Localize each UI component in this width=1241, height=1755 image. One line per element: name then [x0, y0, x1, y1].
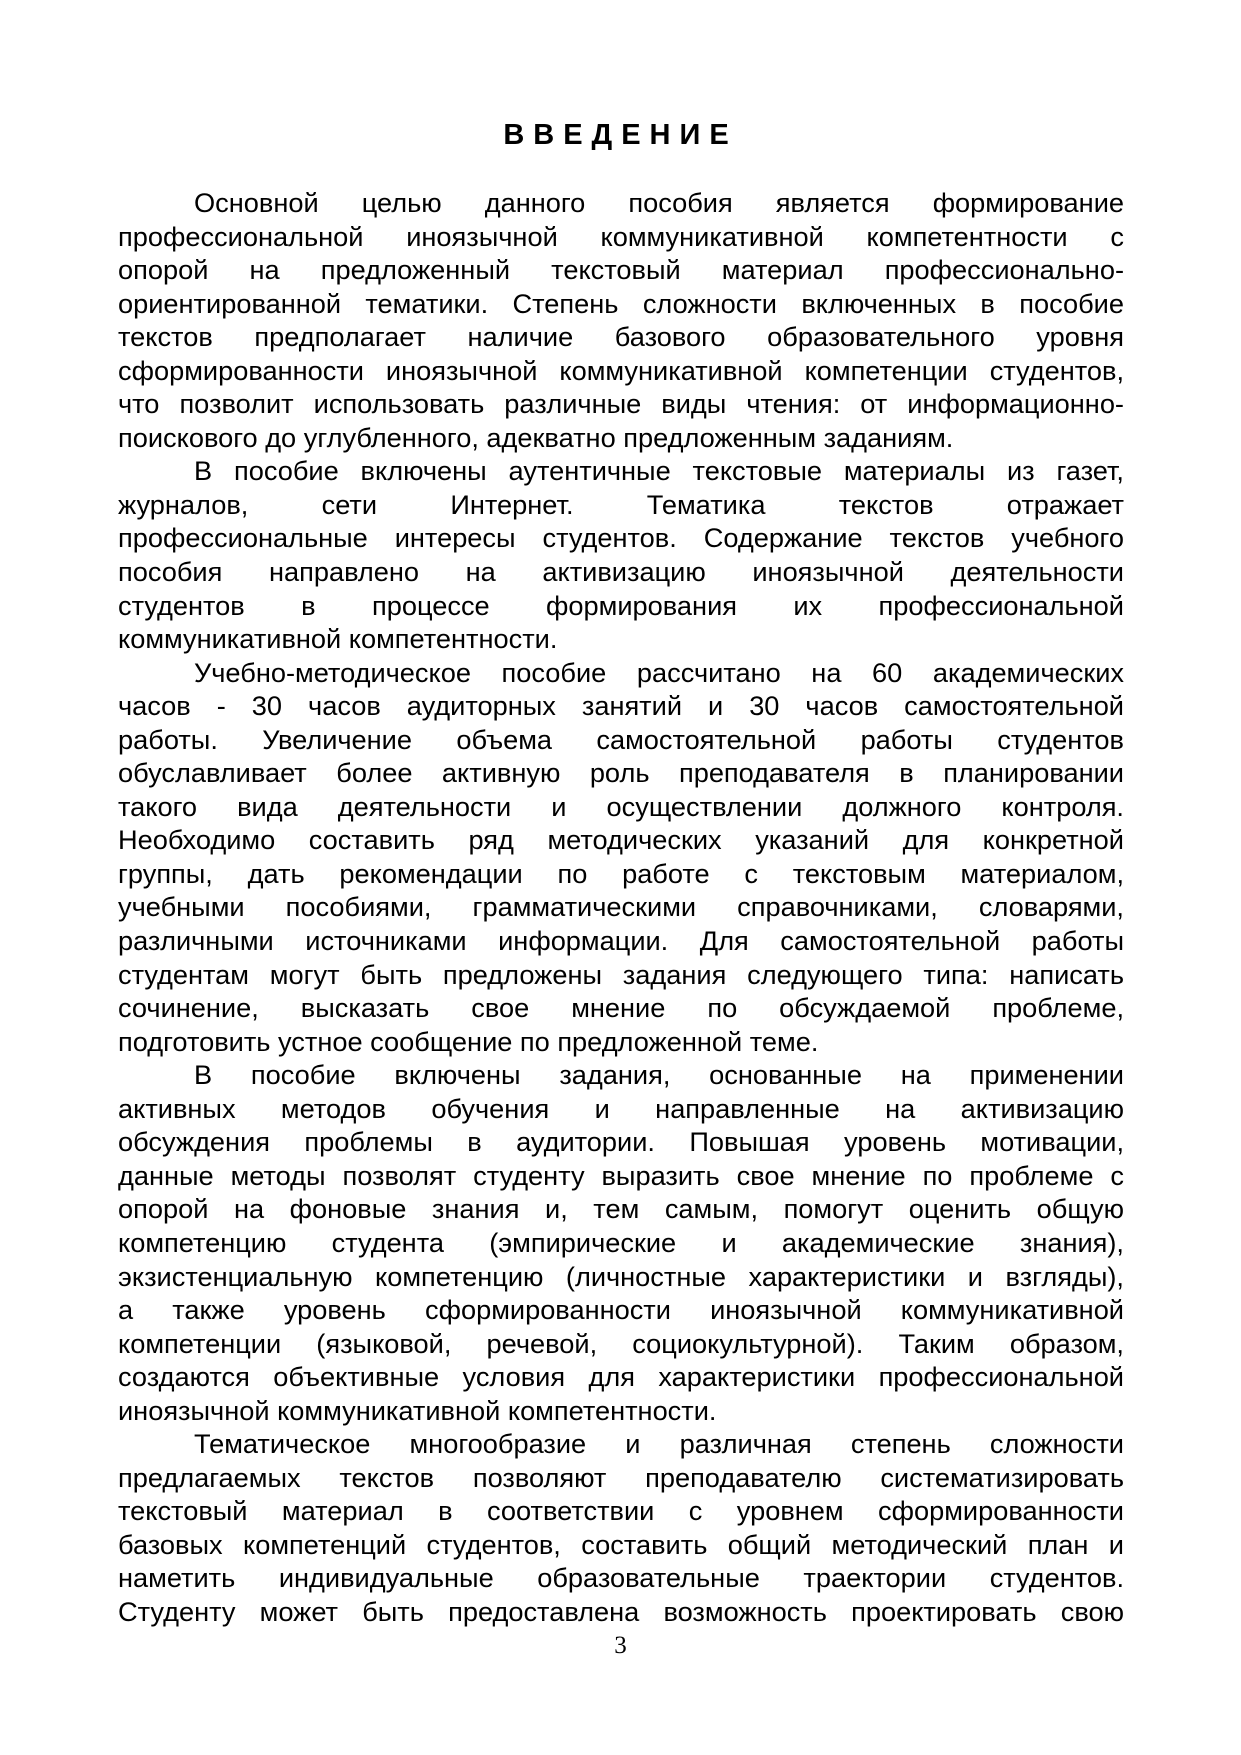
text-line: текстовый материал в соответствии с уровнем сформированности [118, 1495, 1124, 1527]
text-line: В пособие включены задания, основанные на применении [194, 1059, 1124, 1091]
text-line: активных методов обучения и направленные на активизацию [118, 1092, 1124, 1124]
page-title: ВВЕДЕНИЕ [503, 119, 738, 151]
paragraph [118, 1427, 1124, 1628]
text-line: экзистенциальную компетенцию (личностные характеристики и взгляды), [118, 1260, 1124, 1292]
text-line: что позволит использовать различные виды чтения: от информационно- [118, 388, 1124, 420]
text-line: такого вида деятельности и осуществлении должного контроля. [118, 790, 1124, 822]
text-line: коммуникативной компетентности. [118, 623, 558, 655]
text-line: Учебно-методическое пособие рассчитано на 60 академических [194, 656, 1124, 688]
text-line: наметить индивидуальные образовательные траектории студентов. [118, 1562, 1124, 1594]
text-line: поискового до углубленного, адекватно предложенным заданиям. [118, 421, 954, 453]
text-line: создаются объективные условия для характеристики профессиональной [118, 1361, 1124, 1393]
page-number: 3 [614, 1632, 627, 1659]
text-line: профессиональной иноязычной коммуникативной компетентности с [118, 220, 1124, 252]
text-line: обуславливает более активную роль преподавателя в планировании [118, 757, 1124, 789]
text-line: В пособие включены аутентичные текстовые материалы из газет, [194, 455, 1124, 487]
text-line: Студенту может быть предоставлена возможность проектировать свою [118, 1595, 1124, 1627]
text-line: часов - 30 часов аудиторных занятий и 30 часов самостоятельной [118, 690, 1124, 722]
paragraph [118, 656, 1124, 1059]
text-line: сочинение, высказать свое мнение по обсуждаемой проблеме, [118, 992, 1124, 1024]
text-line: студентов в процессе формирования их профессиональной [118, 589, 1124, 621]
text-line: группы, дать рекомендации по работе с текстовым материалом, [118, 857, 1124, 889]
paragraph [118, 454, 1124, 655]
body-text [118, 186, 1124, 1629]
text-line: компетенцию студента (эмпирические и академические знания), [118, 1226, 1124, 1258]
text-line: базовых компетенций студентов, составить общий методический план и [118, 1528, 1124, 1560]
text-line: данные методы позволят студенту выразить свое мнение по проблеме с [118, 1159, 1124, 1191]
text-line: опорой на фоновые знания и, тем самым, помогут оценить общую [118, 1193, 1124, 1225]
paragraph [118, 186, 1124, 454]
text-line: обсуждения проблемы в аудитории. Повышая уровень мотивации, [118, 1126, 1124, 1158]
paragraph [118, 1058, 1124, 1427]
text-line: пособия направлено на активизацию иноязычной деятельности [118, 556, 1124, 588]
text-line: журналов, сети Интернет. Тематика текстов отражает [118, 488, 1124, 520]
text-line: различными источниками информации. Для самостоятельной работы [118, 925, 1124, 957]
text-line: опорой на предложенный текстовый материал профессионально- [118, 254, 1124, 286]
text-line: сформированности иноязычной коммуникативной компетенции студентов, [118, 354, 1124, 386]
text-line: иноязычной коммуникативной компетентности. [118, 1394, 717, 1426]
text-line: Тематическое многообразие и различная степень сложности [194, 1428, 1124, 1460]
text-line: Необходимо составить ряд методических указаний для конкретной [118, 824, 1124, 856]
text-line: предлагаемых текстов позволяют преподавателю систематизировать [118, 1461, 1124, 1493]
text-line: текстов предполагает наличие базового образовательного уровня [118, 321, 1124, 353]
text-line: а также уровень сформированности иноязычной коммуникативной [118, 1294, 1124, 1326]
text-line: учебными пособиями, грамматическими справочниками, словарями, [118, 891, 1124, 923]
text-line: компетенции (языковой, речевой, социокультурной). Таким образом, [118, 1327, 1124, 1359]
text-line: Основной целью данного пособия является формирование [194, 187, 1124, 218]
text-line: подготовить устное сообщение по предложенной теме. [118, 1025, 819, 1057]
text-line: ориентированной тематики. Степень сложности включенных в пособие [118, 287, 1124, 319]
text-line: работы. Увеличение объема самостоятельной работы студентов [118, 723, 1124, 755]
text-line: студентам могут быть предложены задания следующего типа: написать [118, 958, 1124, 990]
text-line: профессиональные интересы студентов. Содержание текстов учебного [118, 522, 1124, 554]
